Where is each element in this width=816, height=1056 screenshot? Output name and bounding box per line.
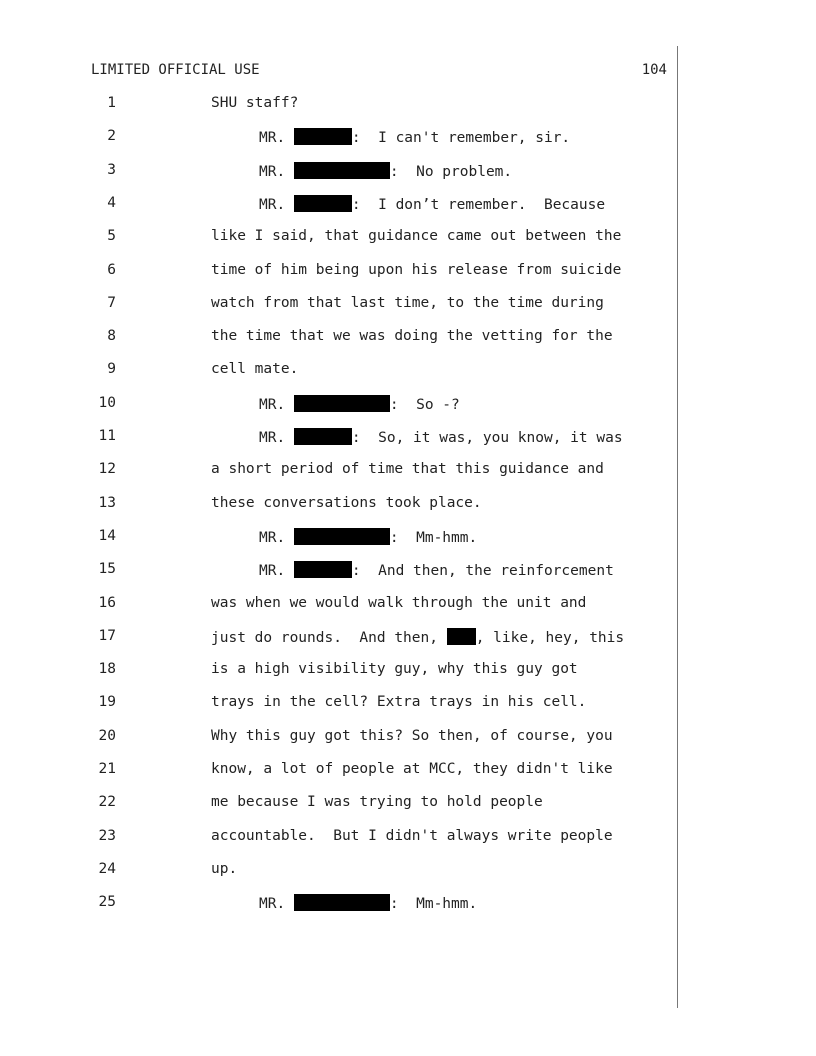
line-number: 19 [98,694,116,711]
line-text [259,561,614,579]
line-text [259,428,623,446]
transcript-line [0,128,816,148]
line-text-segment: MR. [259,396,294,413]
line-text-segment: trays in the cell? Extra trays in his cell. [211,694,587,711]
line-number: 7 [107,294,116,311]
line-number: 23 [98,827,116,844]
line-text-segment: like I said, that guidance came out between the [211,228,622,245]
line-number: 25 [98,894,116,911]
redaction-box [294,162,390,179]
transcript-line [0,162,816,182]
line-text-segment: : I can't remember, sir. [351,130,571,147]
line-number: 4 [107,194,116,211]
line-text [211,828,613,844]
line-text-segment: , like, hey, this [475,629,625,646]
line-text [211,495,482,511]
line-number: 18 [98,661,116,678]
line-text [259,128,570,146]
line-text-segment: just do rounds. And then, [211,629,447,646]
line-text [211,661,578,677]
redaction-box [294,528,390,545]
transcript-line [0,861,816,881]
transcript-line [0,528,816,548]
line-text-segment: know, a lot of people at MCC, they didn't like [211,761,613,777]
line-number: 3 [107,161,116,178]
line-text [259,528,477,546]
line-text-segment: up. [211,860,238,877]
line-text [211,694,586,710]
line-number: 13 [98,494,116,511]
line-text-segment: Why this guy got this? So then, of course, you [211,727,613,744]
line-number: 10 [98,394,116,411]
line-text-segment: : So -? [389,396,460,413]
line-text-segment: MR. [259,896,294,913]
transcript-line [0,728,816,748]
line-number: 9 [107,361,116,378]
transcript-line [0,361,816,381]
line-text-segment: : And then, the reinforcement [351,563,614,580]
page-number: 104 [641,62,667,78]
line-number: 2 [107,128,116,145]
redaction-box [294,195,352,212]
line-text-segment: MR. [259,163,294,180]
line-text [259,894,477,912]
line-text-segment: cell mate. [211,361,299,378]
transcript-line [0,428,816,448]
line-number: 16 [98,594,116,611]
line-number: 24 [98,860,116,877]
line-text [211,761,613,777]
line-number: 15 [98,561,116,578]
line-text [259,195,605,213]
line-text-segment: : I don’t remember. Because [351,196,606,213]
line-text-segment: time of him being upon his release from suicide [211,261,622,278]
transcript-line [0,262,816,282]
line-text-segment: : Mm-hmm. [389,529,478,546]
line-text [211,461,604,477]
line-text-segment: a short period of time that this guidance and [211,461,604,478]
transcript-line [0,195,816,215]
line-text-segment: these conversations took place. [211,494,482,511]
redaction-box [294,894,390,911]
line-number: 20 [98,727,116,744]
redaction-box [294,395,390,412]
line-text-segment: the time that we was doing the vetting for the [211,328,613,345]
line-text [211,728,613,744]
transcript-line [0,561,816,581]
line-text-segment: MR. [259,563,294,580]
line-text [211,295,604,311]
line-text [211,628,624,646]
redaction-box [294,561,352,578]
line-text [211,95,298,111]
line-number: 6 [107,261,116,278]
line-text-segment: accountable. But I didn't always write people [211,827,613,844]
transcript-line [0,894,816,914]
line-text [211,228,621,244]
line-text [259,395,460,413]
redaction-box [447,628,476,645]
classification-label: LIMITED OFFICIAL USE [91,62,260,78]
line-text [211,262,621,278]
transcript-line [0,828,816,848]
line-text-segment: MR. [259,529,294,546]
redaction-box [294,128,352,145]
line-text [211,861,237,877]
line-text [211,328,613,344]
transcript-line [0,595,816,615]
line-text-segment: SHU staff? [211,95,299,111]
line-text-segment: MR. [259,130,294,147]
line-text [211,361,298,377]
transcript-line [0,761,816,781]
line-text-segment: : So, it was, you know, it was [351,430,623,446]
line-text-segment: was when we would walk through the unit and [211,594,587,611]
line-text-segment: : Mm-hmm. [389,896,478,913]
transcript-line [0,395,816,415]
line-text [211,794,543,810]
line-number: 11 [98,428,116,444]
line-number: 1 [107,95,116,111]
line-text-segment: MR. [259,196,294,213]
transcript-line [0,628,816,648]
transcript-line [0,694,816,714]
line-text-segment: MR. [259,430,294,446]
transcript-line [0,95,816,115]
transcript-line [0,461,816,481]
line-number: 22 [98,794,116,811]
transcript-line [0,661,816,681]
line-text-segment: : No problem. [389,163,513,180]
line-number: 17 [98,627,116,644]
line-number: 8 [107,328,116,345]
transcript-line [0,328,816,348]
line-text-segment: me because I was trying to hold people [211,794,543,811]
line-text [259,162,512,180]
line-number: 21 [98,761,116,777]
line-text [211,595,586,611]
line-number: 5 [107,228,116,245]
transcript-line [0,495,816,515]
line-text-segment: is a high visibility guy, why this guy got [211,661,578,678]
transcript-line [0,794,816,814]
transcript-line [0,228,816,248]
redaction-box [294,428,352,445]
transcript-line [0,295,816,315]
line-number: 14 [98,527,116,544]
line-text-segment: watch from that last time, to the time during [211,294,604,311]
line-number: 12 [98,461,116,478]
